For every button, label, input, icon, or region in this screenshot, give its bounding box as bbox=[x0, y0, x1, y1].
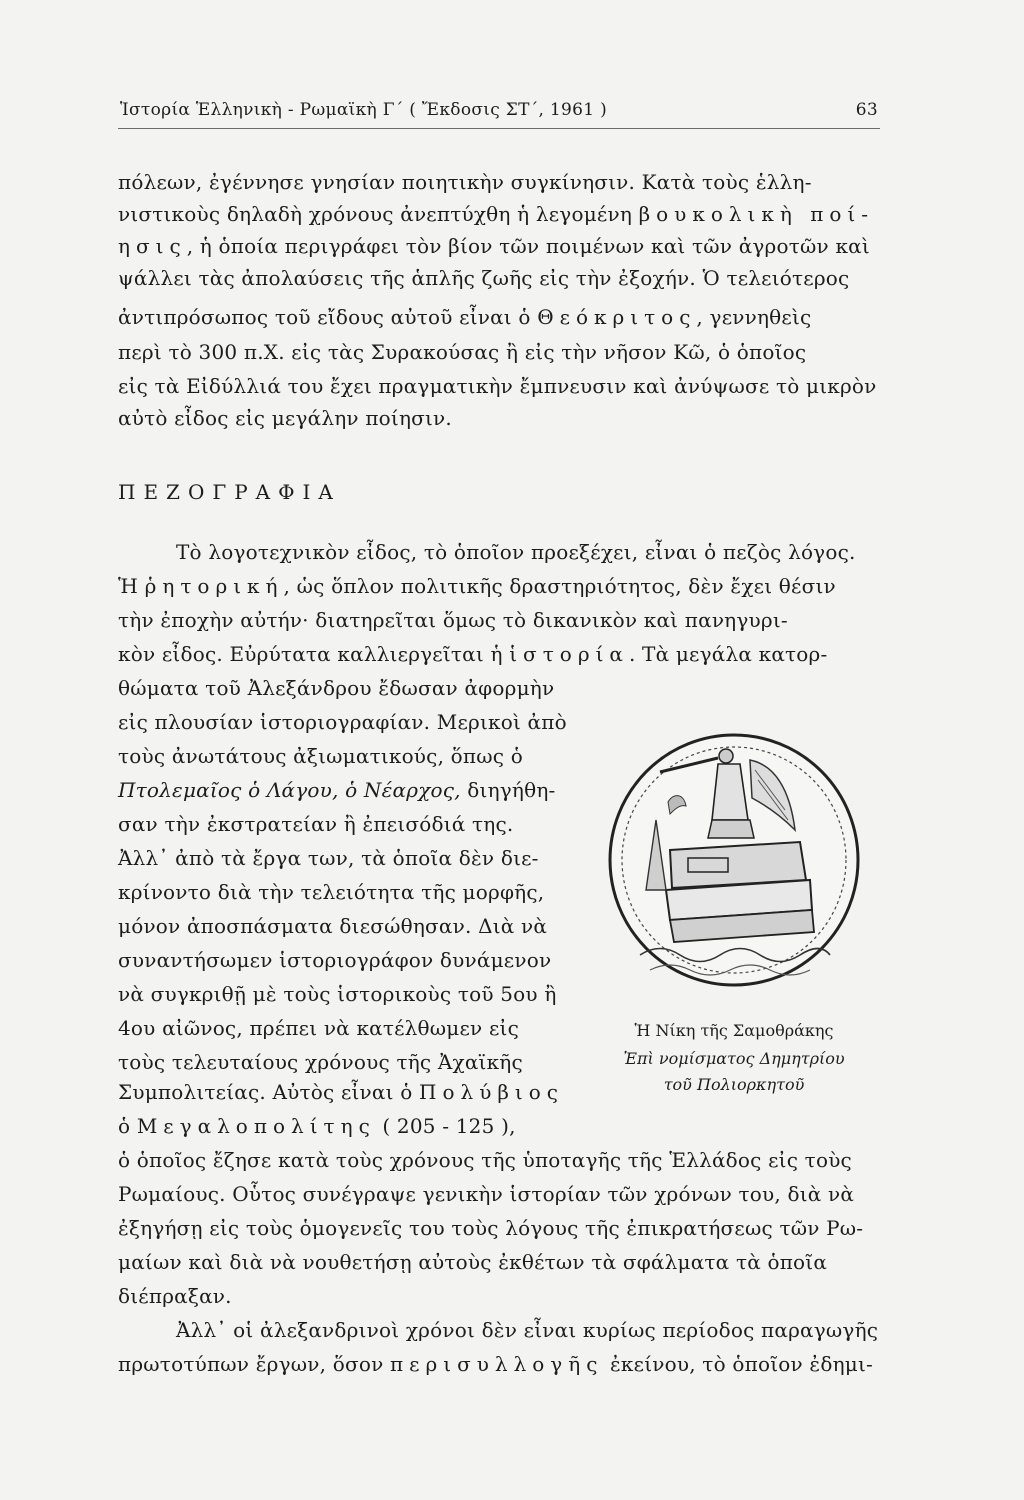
text-line: ψάλλει τὰς ἀπολαύσεις τῆς ἁπλῆς ζωῆς εἰς τὴν ἐξοχήν. Ὁ τελειότερος bbox=[118, 266, 850, 290]
text-line: νὰ συγκριθῇ μὲ τοὺς ἱστορικοὺς τοῦ 5ου ἢ bbox=[118, 982, 557, 1006]
text-line: τοὺς τελευταίους χρόνους τῆς Ἀχαϊκῆς bbox=[118, 1050, 523, 1074]
figure-caption-line: Ἐπὶ νομίσματος Δημητρίου bbox=[623, 1049, 845, 1068]
running-header bbox=[120, 100, 878, 120]
text-line bbox=[118, 642, 827, 666]
text-line: μαίων καὶ διὰ νὰ νουθετήσῃ αὐτοὺς ἐκθέτων τὰ σφάλματα τὰ ὁποῖα bbox=[118, 1250, 828, 1274]
text-line: διέπραξαν. bbox=[118, 1284, 232, 1308]
text-line: Ρωμαίους. Οὗτος συνέγραψε γενικὴν ἱστορίαν τῶν χρόνων του, διὰ νὰ bbox=[118, 1182, 855, 1206]
text-span: κὸν εἶδος. Εὐρύτατα καλλιεργεῖται ἡ bbox=[118, 642, 510, 666]
text-line: αὐτὸ εἶδος εἰς μεγάλην ποίησιν. bbox=[118, 406, 452, 430]
text-line: Ἀλλ᾽ ἀπὸ τὰ ἔργα των, τὰ ὁποῖα δὲν διε- bbox=[118, 846, 539, 870]
figure-caption-title: Ἡ Νίκη τῆς Σαμοθράκης bbox=[634, 1021, 834, 1040]
text-line bbox=[118, 778, 555, 802]
emphasis-span: Μεγαλοπολίτης bbox=[136, 1114, 376, 1138]
text-line: 4ου αἰῶνος, πρέπει νὰ κατέλθωμεν εἰς bbox=[118, 1016, 519, 1040]
emphasis-span: ῥητορική bbox=[144, 574, 284, 598]
text-line: κρίνοντο διὰ τὴν τελειότητα τῆς μορφῆς, bbox=[118, 880, 545, 904]
text-span: , γεννηθεὶς bbox=[696, 305, 812, 329]
text-line bbox=[118, 305, 811, 329]
page-number: 63 bbox=[855, 100, 878, 120]
header-rule bbox=[118, 128, 880, 129]
text-line: τοὺς ἀνωτάτους ἀξιωματικούς, ὅπως ὁ bbox=[118, 744, 523, 768]
coin-illustration bbox=[600, 720, 868, 1010]
text-span: ( 205 - 125 ), bbox=[375, 1114, 516, 1138]
text-span: , ἡ ὁποία περιγράφει τὸν βίον τῶν ποιμένων καὶ τῶν ἀγροτῶν καὶ bbox=[186, 234, 870, 258]
text-span: Συμπολιτείας. Αὐτὸς εἶναι ὁ bbox=[118, 1080, 420, 1104]
text-line bbox=[118, 574, 836, 598]
text-line bbox=[118, 1114, 516, 1138]
text-line: Ἀλλ᾽ οἱ ἀλεξανδρινοὶ χρόνοι δὲν εἶναι κυρίως περίοδος παραγωγῆς bbox=[176, 1318, 879, 1342]
text-line: σαν τὴν ἐκστρατείαν ἢ ἐπεισόδιά της. bbox=[118, 812, 514, 836]
italic-span: Πτολεμαῖος ὁ Λάγου, ὁ Νέαρχος, bbox=[118, 778, 461, 802]
text-line bbox=[118, 202, 874, 226]
text-line: ἐξηγήσῃ εἰς τοὺς ὁμογενεῖς του τοὺς λόγους τῆς ἐπικρατήσεως τῶν Ρω- bbox=[118, 1216, 864, 1240]
text-span: διηγήθη- bbox=[460, 778, 556, 802]
text-line bbox=[118, 1352, 873, 1376]
header-title: Ἱστορία Ἑλληνικὴ - Ρωμαϊκὴ Γ΄ ( Ἔκδοσις ΣΤ΄, 1961 ) bbox=[120, 100, 608, 120]
text-line: εἰς πλουσίαν ἱστοριογραφίαν. Μερικοὶ ἀπὸ bbox=[118, 710, 567, 734]
text-span: ἀντιπρόσωπος τοῦ εἴδους αὐτοῦ εἶναι ὁ bbox=[118, 305, 538, 329]
text-line: μόνον ἀποσπάσματα διεσώθησαν. Διὰ νὰ bbox=[118, 914, 548, 938]
text-line: τὴν ἐποχὴν αὐτήν· διατηρεῖται ὅμως τὸ δικανικὸν καὶ πανηγυρι- bbox=[118, 608, 788, 632]
text-span: . Τὰ μεγάλα κατορ- bbox=[628, 642, 828, 666]
emphasis-span: περισυλλογῆς bbox=[389, 1352, 604, 1376]
text-line bbox=[118, 1080, 564, 1104]
figure-caption-line: τοῦ Πολιορκητοῦ bbox=[663, 1075, 805, 1094]
text-span: , ὡς ὅπλον πολιτικῆς δραστηριότητος, δὲν ἔχει θέσιν bbox=[283, 574, 836, 598]
emphasis-span: ησις bbox=[118, 234, 187, 258]
text-line: εἰς τὰ Εἰδύλλιά του ἔχει πραγματικὴν ἔμπνευσιν καὶ ἀνύψωσε τὸ μικρὸν bbox=[118, 374, 877, 398]
text-span: πρωτοτύπων ἔργων, ὅσον bbox=[118, 1352, 390, 1376]
text-line bbox=[118, 234, 870, 258]
text-line: Τὸ λογοτεχνικὸν εἶδος, τὸ ὁποῖον προεξέχει, εἶναι ὁ πεζὸς λόγος. bbox=[176, 540, 856, 564]
text-line: ὁ ὁποῖος ἔζησε κατὰ τοὺς χρόνους τῆς ὑποταγῆς τῆς Ἑλλάδος εἰς τοὺς bbox=[118, 1148, 852, 1172]
text-span: Ἡ bbox=[118, 574, 145, 598]
text-span: ὁ bbox=[118, 1114, 137, 1138]
text-line: πόλεων, ἐγέννησε γνησίαν ποιητικὴν συγκίνησιν. Κατὰ τοὺς ἑλλη- bbox=[118, 170, 812, 194]
text-line: περὶ τὸ 300 π.Χ. εἰς τὰς Συρακούσας ἢ εἰς τὴν νῆσον Κῶ, ὁ ὁποῖος bbox=[118, 340, 807, 364]
text-line: συναντήσωμεν ἱστοριογράφον δυνάμενον bbox=[118, 948, 552, 972]
emphasis-span: Θεόκριτος bbox=[537, 305, 697, 329]
emphasis-span: ἱστορία bbox=[509, 642, 629, 666]
emphasis-span: βουκολικὴ ποί- bbox=[638, 202, 875, 226]
text-span: ἐκείνου, τὸ ὁποῖον ἐδημι- bbox=[603, 1352, 873, 1376]
emphasis-span: Πολύβιος bbox=[419, 1080, 564, 1104]
text-span: νιστικοὺς δηλαδὴ χρόνους ἀνεπτύχθη ἡ λεγομένη bbox=[118, 202, 639, 226]
section-heading: ΠΕΖΟΓΡΑΦΙΑ bbox=[118, 480, 341, 504]
text-line: θώματα τοῦ Ἀλεξάνδρου ἔδωσαν ἀφορμὴν bbox=[118, 676, 555, 700]
